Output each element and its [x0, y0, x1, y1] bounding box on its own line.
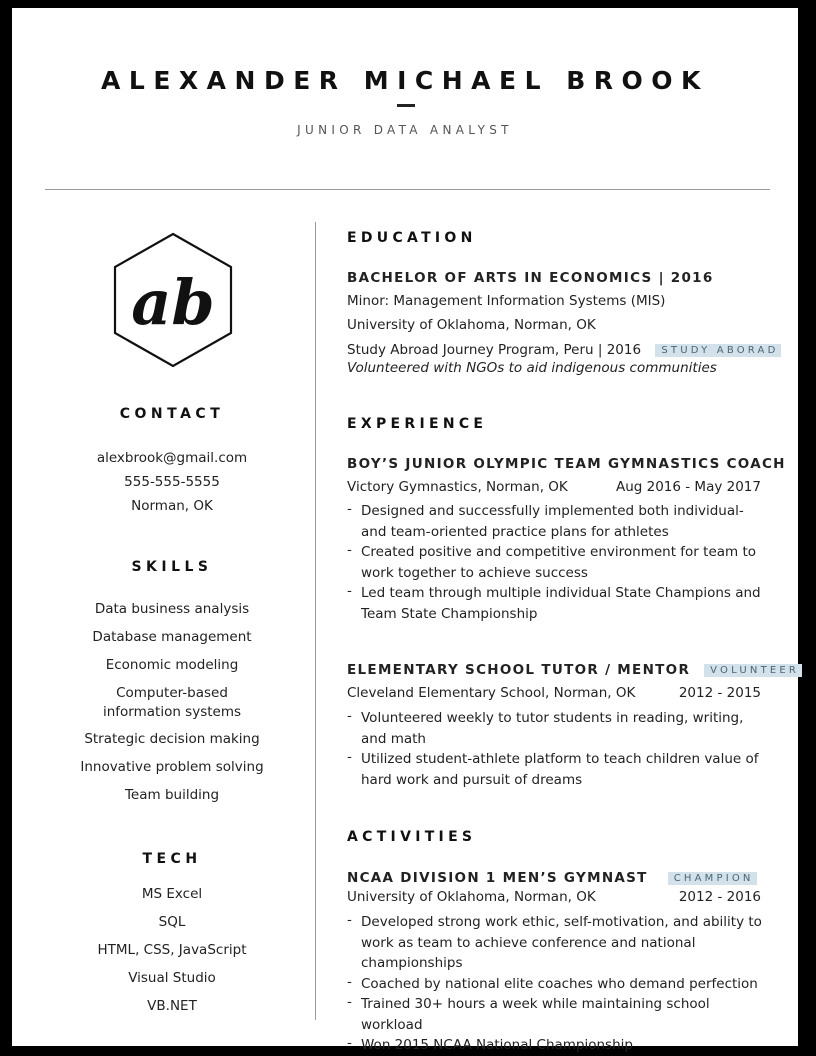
study-abroad-line [347, 342, 781, 358]
job-bullets [347, 501, 767, 624]
header-rule [45, 189, 770, 190]
tech-item: VB.NET [147, 998, 197, 1014]
contact-location: Norman, OK [131, 498, 213, 514]
job-title-line [347, 662, 802, 678]
tech-item: Visual Studio [128, 970, 216, 986]
skill-item: Team building [124, 787, 220, 803]
study-abroad-text: Study Abroad Journey Program, Peru | 2016 [347, 342, 642, 358]
skill-item: Database management [92, 629, 252, 645]
activities-heading: ACTIVITIES [347, 829, 477, 845]
experience-heading: EXPERIENCE [347, 416, 488, 432]
bullet-item: - Volunteered weekly to tutor students in reading, writing, and math [347, 708, 767, 749]
header-divider-dash [397, 104, 415, 107]
job-org: Victory Gymnastics, Norman, OK [347, 479, 568, 495]
skill-item: Innovative problem solving [80, 759, 264, 775]
skill-item: Data business analysis [94, 601, 250, 617]
contact-email: alexbrook@gmail.com [96, 450, 248, 466]
bullet-item: - Developed strong work ethic, self-motivation, and ability to work as team to achieve conference and national championships [347, 912, 767, 974]
tech-heading: TECH [142, 851, 202, 867]
study-abroad-badge: STUDY ABORAD [655, 344, 781, 357]
tech-item: HTML, CSS, JavaScript [97, 942, 247, 958]
degree-title: BACHELOR OF ARTS IN ECONOMICS | 2016 [347, 270, 714, 286]
activity-bullets [347, 912, 767, 1056]
job-dates: Aug 2016 - May 2017 [615, 479, 761, 495]
resume-page [12, 8, 800, 1053]
contact-heading: CONTACT [119, 406, 225, 422]
candidate-name: ALEXANDER MICHAEL BROOK [101, 66, 709, 95]
bullet-item: - Led team through multiple individual State Champions and Team State Championship [347, 583, 767, 624]
hexagon-monogram-icon [112, 232, 234, 368]
job-title: JUNIOR DATA ANALYST [297, 123, 513, 137]
activity-dates: 2012 - 2016 [678, 889, 761, 905]
bullet-item: - Trained 30+ hours a week while maintaining school workload [347, 994, 767, 1035]
bullet-item: - Coached by national elite coaches who demand perfection [347, 974, 767, 995]
job-dates: 2012 - 2015 [678, 685, 761, 701]
column-divider [315, 222, 316, 1020]
activity-title: NCAA DIVISION 1 MEN’S GYMNAST [347, 870, 648, 886]
bullet-item: - Won 2015 NCAA National Championship [347, 1035, 767, 1056]
job-title: ELEMENTARY SCHOOL TUTOR / MENTOR [347, 662, 691, 678]
education-heading: EDUCATION [347, 230, 477, 246]
champion-badge: CHAMPION [668, 872, 757, 885]
job-bullets [347, 708, 767, 790]
tech-item: MS Excel [141, 886, 203, 902]
skills-heading: SKILLS [131, 559, 213, 575]
skill-item: Strategic decision making [84, 731, 260, 747]
activity-org: University of Oklahoma, Norman, OK [347, 889, 596, 905]
skill-item: Economic modeling [105, 657, 239, 673]
bullet-item: - Utilized student-athlete platform to teach children value of hard work and pursuit of dreams [347, 749, 767, 790]
job-title: BOY’S JUNIOR OLYMPIC TEAM GYMNASTICS COACH [347, 456, 786, 472]
monogram-text: ab [131, 266, 215, 339]
contact-phone: 555-555-5555 [124, 474, 220, 490]
bullet-item: - Created positive and competitive environment for team to work together to achieve success [347, 542, 767, 583]
volunteer-badge: VOLUNTEER [704, 664, 802, 677]
degree-minor: Minor: Management Information Systems (MIS) [347, 293, 666, 309]
tech-item: SQL [158, 914, 186, 930]
bullet-item: - Designed and successfully implemented both individual- and team-oriented practice plans for athletes [347, 501, 767, 542]
activity-title-line [347, 870, 757, 886]
study-abroad-note: Volunteered with NGOs to aid indigenous communities [347, 360, 717, 376]
degree-school: University of Oklahoma, Norman, OK [347, 317, 596, 333]
job-org: Cleveland Elementary School, Norman, OK [347, 685, 636, 701]
skill-item: Computer-based information systems [102, 685, 242, 720]
